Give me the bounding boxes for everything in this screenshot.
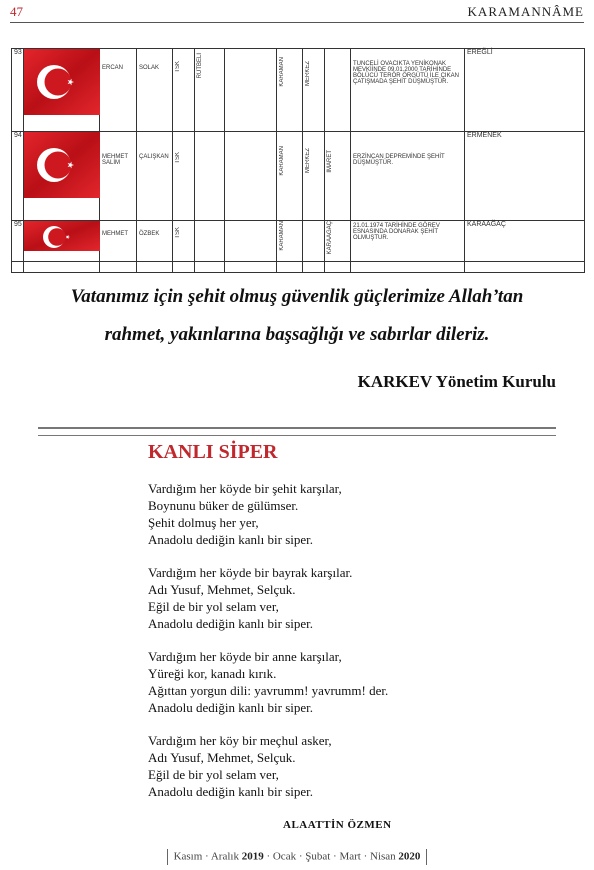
page-number: 47 xyxy=(10,4,23,19)
footer-months-2: · Ocak · Şubat · Mart · Nisan xyxy=(266,850,396,863)
village-cell: İMARET xyxy=(325,132,351,221)
row-number: 95 xyxy=(12,221,24,262)
row-number: 94 xyxy=(12,132,24,221)
stanza xyxy=(148,564,388,632)
extra-cell xyxy=(225,132,277,221)
poem-line: Yüreği kor, kanadı kırık. xyxy=(148,666,277,681)
stanza xyxy=(148,648,388,716)
poem-line: Vardığım her köy bir meçhul asker, xyxy=(148,733,332,748)
name-cell: MEHMET xyxy=(100,221,137,262)
name-cell: MEHMET SALİM xyxy=(100,132,137,221)
rank-cell xyxy=(195,132,225,221)
message-line: Vatanımız için şehit olmuş güvenlik güçlerimize Allah’tan xyxy=(70,286,524,307)
poem-line: Anadolu dediğin kanlı bir siper. xyxy=(148,532,314,547)
poem-author: ALAATTİN ÖZMEN xyxy=(283,819,392,831)
stanza xyxy=(148,480,388,548)
table-row xyxy=(12,262,585,273)
poem-line: Adı Yusuf, Mehmet, Selçuk. xyxy=(148,582,296,597)
unit-cell: TSK xyxy=(173,221,195,262)
province-cell: KARAMAN xyxy=(277,132,303,221)
poem-line: Eğil de bir yol selam ver, xyxy=(148,767,279,782)
poem-line: Şehit dolmuş her yer, xyxy=(148,515,259,530)
place-cell: KARAAĞAÇ xyxy=(465,221,585,262)
poem-line: Anadolu dediğin kanlı bir siper. xyxy=(148,616,314,631)
surname-cell: ÇALIŞKAN xyxy=(137,132,173,221)
poem-line: Vardığım her köyde bir şehit karşılar, xyxy=(148,481,342,496)
condolence-message xyxy=(0,284,594,359)
unit-cell: TSK xyxy=(173,132,195,221)
table-row xyxy=(12,132,585,221)
message-signature: KARKEV Yönetim Kurulu xyxy=(357,372,556,391)
name-cell: ERCAN xyxy=(100,49,137,132)
turkish-flag-icon xyxy=(24,132,100,198)
poem-body xyxy=(148,480,388,816)
turkish-flag-icon xyxy=(24,49,100,115)
surname-cell: ÖZBEK xyxy=(137,221,173,262)
section-divider xyxy=(38,427,556,436)
poem-line: Anadolu dediğin kanlı bir siper. xyxy=(148,784,314,799)
footer-year-2: 2020 xyxy=(398,850,421,863)
surname-cell: SOLAK xyxy=(137,49,173,132)
flag-cell xyxy=(24,49,100,132)
table-row xyxy=(12,221,585,262)
martyrs-table xyxy=(11,48,585,273)
poem-line: Adı Yusuf, Mehmet, Selçuk. xyxy=(148,750,296,765)
province-cell: KARAMAN xyxy=(277,49,303,132)
stanza xyxy=(148,732,388,800)
turkish-flag-icon xyxy=(24,221,100,251)
event-cell: TUNCELİ OVACIKTA YENİKONAK MEVKİİNDE 09.01.2000 TARİHİNDE BÖLÜCÜ TERÖR ÖRGÜTÜ İLE ÇIKAN ÇATIŞMADA ŞEHİT DÜŞMÜŞTÜR. xyxy=(351,49,465,132)
poem-line: Eğil de bir yol selam ver, xyxy=(148,599,279,614)
poem-line: Vardığım her köyde bir bayrak karşılar. xyxy=(148,565,353,580)
flag-cell xyxy=(24,132,100,221)
footer-months-1: Kasım · Aralık xyxy=(173,850,239,863)
province-cell: KARAMAN xyxy=(277,221,303,262)
district-cell: MERKEZ xyxy=(303,132,325,221)
footer-year-1: 2019 xyxy=(241,850,264,863)
page-header xyxy=(10,4,584,24)
extra-cell xyxy=(225,221,277,262)
rank-cell xyxy=(195,221,225,262)
village-cell xyxy=(325,49,351,132)
message-line: rahmet, yakınlarına başsağlığı ve sabırlar dileriz. xyxy=(104,323,490,345)
place-cell: ERMENEK xyxy=(465,132,585,221)
place-cell: EREĞLİ xyxy=(465,49,585,132)
rank-cell: RÜTBELİ xyxy=(195,49,225,132)
flag-cell xyxy=(24,221,100,262)
unit-cell: TSK xyxy=(173,49,195,132)
footer-divider xyxy=(167,849,168,865)
page-footer xyxy=(0,849,594,865)
extra-cell xyxy=(225,49,277,132)
table-row xyxy=(12,49,585,132)
poem-title: KANLI SİPER xyxy=(148,441,278,463)
district-cell xyxy=(303,221,325,262)
footer-divider xyxy=(426,849,427,865)
village-cell: KARAAĞAÇ xyxy=(325,221,351,262)
row-number: 93 xyxy=(12,49,24,132)
event-cell: ERZİNCAN DEPREMİNDE ŞEHİT DÜŞMÜŞTÜR. xyxy=(351,132,465,221)
district-cell: MERKEZ xyxy=(303,49,325,132)
poem-line: Anadolu dediğin kanlı bir siper. xyxy=(148,700,314,715)
event-cell: 21.01.1974 TARİHİNDE GÖREV ESNASINDA DONARAK ŞEHİT OLMUŞTUR. xyxy=(351,221,465,262)
header-rule xyxy=(10,22,584,23)
poem-line: Vardığım her köyde bir anne karşılar, xyxy=(148,649,342,664)
magazine-title: KARAMANNÂME xyxy=(467,4,584,19)
poem-line: Ağıttan yorgun dili: yavrumm! yavrumm! der. xyxy=(148,683,389,698)
poem-line: Boynunu büker de gülümser. xyxy=(148,498,299,513)
